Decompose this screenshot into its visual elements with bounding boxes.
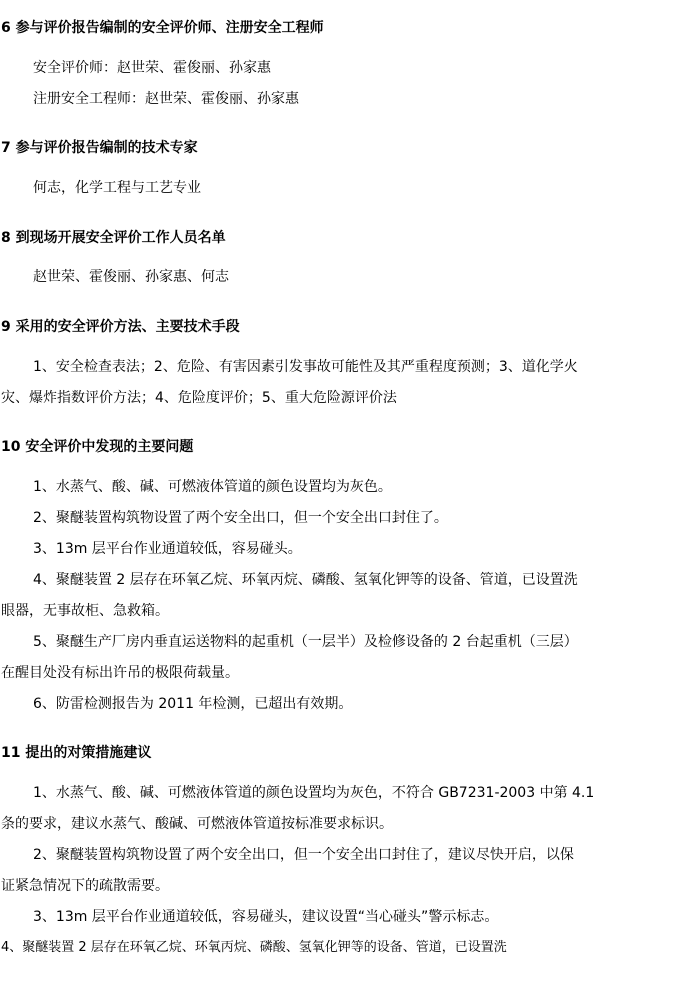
section-10-line-8: 6、防雷检测报告为 2011 年检测，已超出有效期。 bbox=[33, 696, 353, 712]
section-10-line-7: 在醒目处没有标出许吊的极限荷载量。 bbox=[1, 665, 239, 681]
section-10-line-1: 1、水蒸气、酸、碱、可燃液体管道的颜色设置均为灰色。 bbox=[33, 479, 392, 495]
section-11-line-4: 证紧急情况下的疏散需要。 bbox=[1, 878, 169, 894]
section-6-line-1: 安全评价师：赵世荣、霍俊丽、孙家惠 bbox=[33, 60, 271, 76]
section-7-line-1: 何志，化学工程与工艺专业 bbox=[33, 180, 201, 196]
section-10-line-5: 眼器，无事故柜、急救箱。 bbox=[1, 603, 169, 619]
section-11-line-3: 2、聚醚装置构筑物设置了两个安全出口，但一个安全出口封住了，建议尽快开启，以保 bbox=[33, 847, 574, 863]
section-9-line-2: 灾、爆炸指数评价方法；4、危险度评价；5、重大危险源评价法 bbox=[1, 390, 397, 406]
section-11-line-6: 4、聚醚装置 2 层存在环氧乙烷、环氧丙烷、磷酸、氢氧化钾等的设备、管道，已设置洗 bbox=[1, 940, 507, 955]
section-10-heading: 10 安全评价中发现的主要问题 bbox=[1, 439, 194, 455]
section-8-line-1: 赵世荣、霍俊丽、孙家惠、何志 bbox=[33, 269, 229, 285]
section-11-line-5: 3、13m 层平台作业通道较低，容易碰头，建议设置“当心碰头”警示标志。 bbox=[33, 909, 499, 925]
section-7-heading: 7 参与评价报告编制的技术专家 bbox=[1, 140, 198, 156]
section-10-line-6: 5、聚醚生产厂房内垂直运送物料的起重机（一层半）及检修设备的 2 台起重机（三层） bbox=[33, 634, 578, 650]
section-9-line-1: 1、安全检查表法；2、危险、有害因素引发事故可能性及其严重程度预测；3、道化学火 bbox=[33, 359, 578, 375]
section-6-line-2: 注册安全工程师：赵世荣、霍俊丽、孙家惠 bbox=[33, 91, 299, 107]
section-8-heading: 8 到现场开展安全评价工作人员名单 bbox=[1, 230, 226, 246]
section-11-line-2: 条的要求，建议水蒸气、酸碱、可燃液体管道按标准要求标识。 bbox=[1, 816, 393, 832]
section-11-line-1: 1、水蒸气、酸、碱、可燃液体管道的颜色设置均为灰色，不符合 GB7231-2003 中第 4.1 bbox=[33, 785, 595, 801]
section-11-heading: 11 提出的对策措施建议 bbox=[1, 745, 152, 761]
section-10-line-4: 4、聚醚装置 2 层存在环氧乙烷、环氧丙烷、磷酸、氢氧化钾等的设备、管道，已设置洗 bbox=[33, 572, 578, 588]
section-10-line-2: 2、聚醚装置构筑物设置了两个安全出口，但一个安全出口封住了。 bbox=[33, 510, 448, 526]
section-6-heading: 6 参与评价报告编制的安全评价师、注册安全工程师 bbox=[1, 20, 324, 36]
section-9-heading: 9 采用的安全评价方法、主要技术手段 bbox=[1, 319, 240, 335]
section-10-line-3: 3、13m 层平台作业通道较低，容易碰头。 bbox=[33, 541, 302, 557]
